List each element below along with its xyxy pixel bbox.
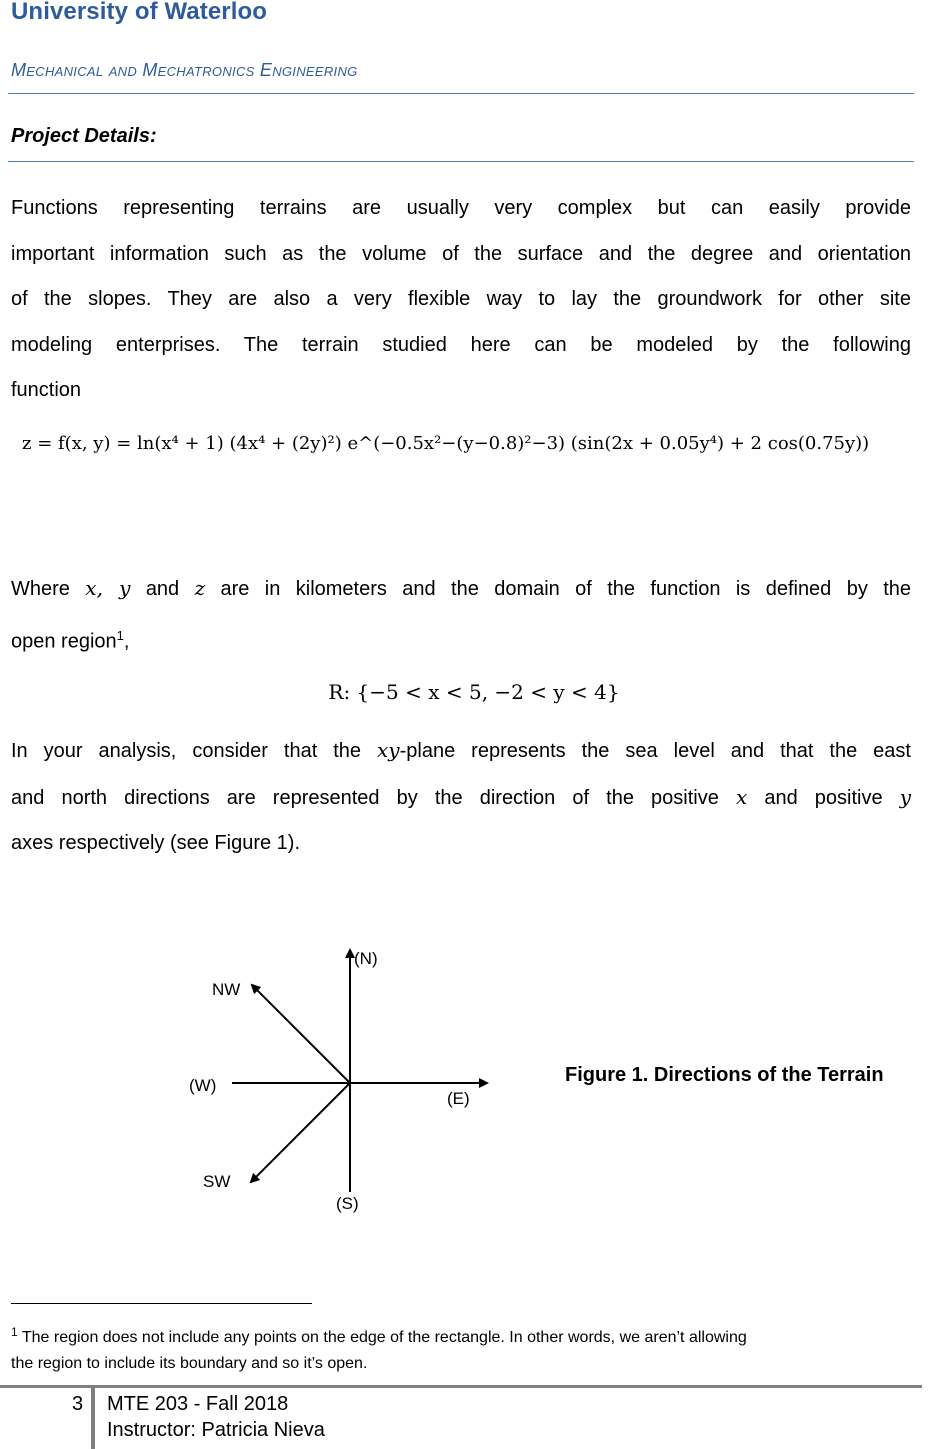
analysis-text: -plane represents the sea level and that the east (399, 740, 911, 762)
intro-paragraph (11, 186, 911, 414)
domain-paragraph (11, 566, 911, 665)
z-symbol: z (194, 576, 206, 600)
analysis-text: and north directions are represented by the direction of the positive (11, 786, 719, 809)
analysis-line-2 (11, 775, 911, 822)
west-label: (W) (189, 1076, 217, 1095)
analysis-line-1 (11, 728, 911, 775)
northwest-arrow (252, 985, 350, 1083)
page-number: 3 (72, 1393, 84, 1415)
figure-caption: Figure 1. Directions of the Terrain (565, 1064, 884, 1086)
x-symbol: x (735, 784, 748, 809)
section-divider (8, 161, 914, 162)
intro-line: Functions representing terrains are usually very complex but can easily provide (11, 197, 911, 219)
footnote-ref[interactable]: 1 (116, 627, 124, 643)
y-symbol: y (899, 784, 912, 809)
footer-vertical-bar (91, 1388, 95, 1449)
footnote-line-1 (11, 1319, 921, 1351)
section-title: Project Details: (11, 125, 157, 147)
university-title: University of Waterloo (11, 0, 268, 25)
intro-line: function (11, 379, 82, 401)
analysis-line-3: axes respectively (see Figure 1). (11, 832, 301, 854)
open-region-text: open region (11, 630, 117, 653)
domain-text: are in kilometers and the domain of the function is defined by the (220, 578, 911, 600)
intro-line: important information such as the volume of the surface and the degree and orientation (11, 242, 911, 265)
xy-symbol: x, y (85, 576, 131, 600)
course-name: MTE 203 - Fall 2018 (107, 1393, 289, 1415)
where-word: Where (11, 578, 70, 600)
and-word: and (145, 578, 180, 600)
south-label: (S) (336, 1194, 359, 1213)
footer-divider (0, 1385, 922, 1388)
comma: , (123, 630, 130, 653)
southwest-arrow (251, 1083, 350, 1182)
terrain-formula: z = f(x, y) = ln(x⁴ + 1) (4x⁴ + (2y)²) e^(−0.5x²−(y−0.8)²−3) (sin(2x + 0.05y⁴) + 2 cos(0.75y)) (22, 433, 870, 454)
northwest-label: NW (212, 980, 241, 999)
analysis-text: In your analysis, consider that the (11, 740, 362, 762)
domain-line-1 (11, 566, 911, 613)
intro-line: modeling enterprises. The terrain studied here can be modeled by the following (11, 333, 911, 356)
xy-plane-symbol: xy (377, 738, 400, 762)
analysis-paragraph (11, 728, 911, 867)
footnote (11, 1319, 921, 1377)
footer-info (107, 1391, 325, 1443)
southwest-label: SW (203, 1172, 231, 1191)
department-text: Mechanical and Mechatronics Engineering (11, 60, 358, 80)
domain-line-2 (11, 613, 911, 665)
intro-line: of the slopes. They are also a very flexible way to lay the groundwork for other site (11, 288, 911, 310)
footnote-text: The region does not include any points on the edge of the rectangle. In other words, we aren’t allowing (21, 1329, 747, 1346)
east-label: (E) (447, 1089, 470, 1108)
department-name (11, 60, 358, 81)
instructor-name: Instructor: Patricia Nieva (107, 1419, 325, 1441)
footnote-rule (11, 1303, 312, 1304)
footnote-number: 1 (11, 1325, 18, 1339)
north-label: (N) (354, 949, 378, 968)
footnote-line-2: the region to include its boundary and so it’s open. (11, 1355, 368, 1372)
region-definition: R: {−5 < x < 5, −2 < y < 4} (328, 680, 620, 704)
header-divider (8, 93, 914, 94)
analysis-text: and positive (764, 786, 883, 809)
